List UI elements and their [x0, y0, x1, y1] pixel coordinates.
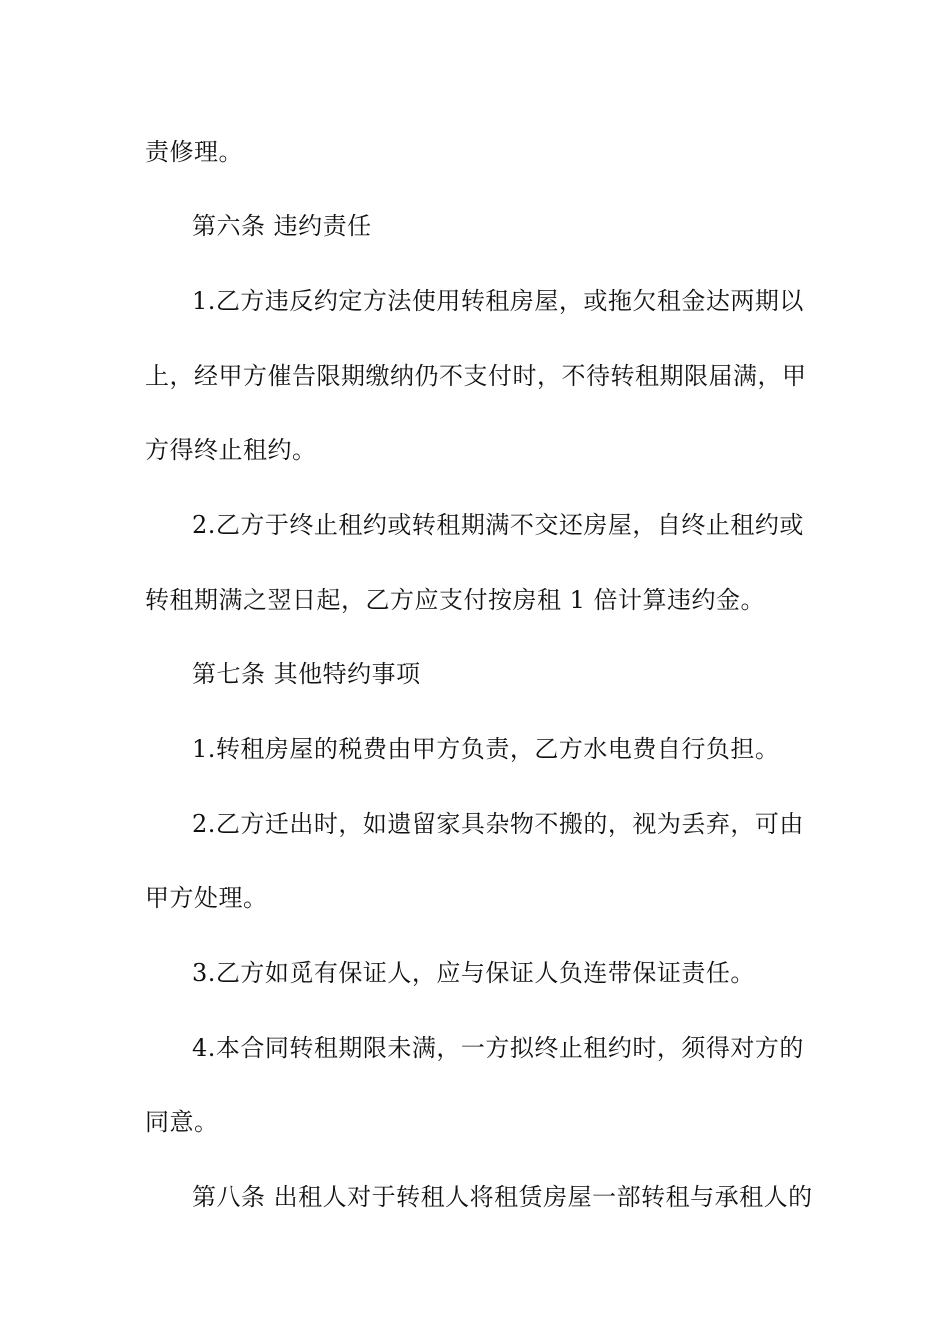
text-line: 2.乙方迁出时，如遗留家具杂物不搬的，视为丢弃，可由 [192, 810, 804, 838]
article-heading: 第七条 其他特约事项 [192, 660, 421, 688]
text-line: 转租期满之翌日起，乙方应支付按房租 1 倍计算违约金。 [145, 586, 766, 614]
text-line: 1.转租房屋的税费由甲方负责，乙方水电费自行负担。 [192, 735, 780, 763]
text-line: 上，经甲方催告限期缴纳仍不支付时，不待转租期限届满，甲 [145, 362, 807, 390]
text-line: 2.乙方于终止租约或转租期满不交还房屋，自终止租约或 [192, 511, 804, 539]
text-line: 责修理。 [145, 138, 243, 166]
text-line: 同意。 [145, 1108, 219, 1136]
text-line: 1.乙方违反约定方法使用转租房屋，或拖欠租金达两期以 [192, 287, 804, 315]
text-line: 3.乙方如觅有保证人，应与保证人负连带保证责任。 [192, 959, 755, 987]
article-heading: 第八条 出租人对于转租人将租赁房屋一部转租与承租人的 [192, 1183, 813, 1211]
text-line: 方得终止租约。 [145, 436, 317, 464]
article-heading: 第六条 违约责任 [192, 212, 372, 240]
text-line: 甲方处理。 [145, 884, 268, 912]
text-line: 4.本合同转租期限未满，一方拟终止租约时，须得对方的 [192, 1034, 804, 1062]
